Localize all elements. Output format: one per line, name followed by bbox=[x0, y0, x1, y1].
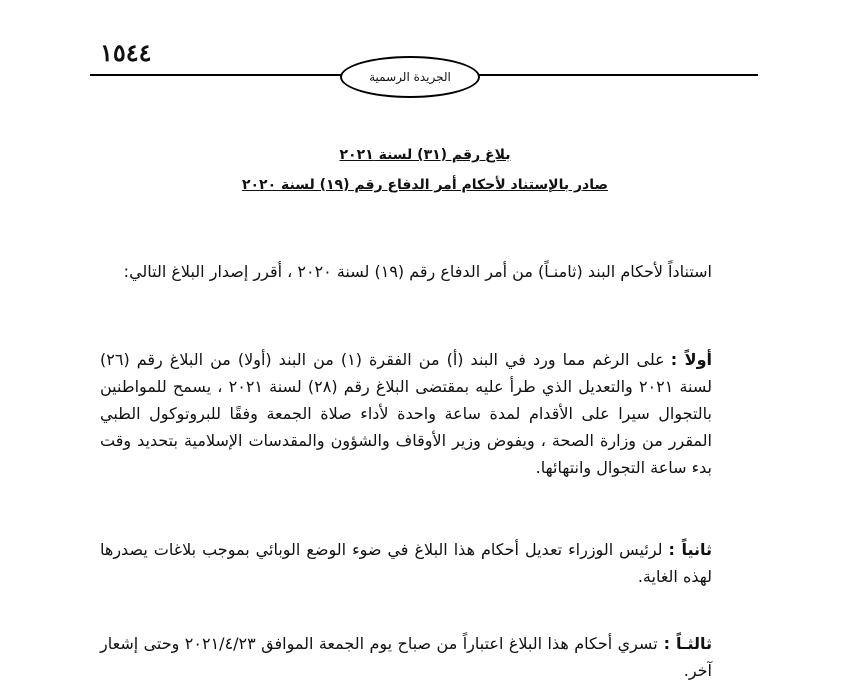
clause-label: ثانياً : bbox=[668, 540, 713, 559]
clause-first bbox=[100, 346, 712, 481]
clause-text: تسري أحكام هذا البلاغ اعتباراً من صباح يوم الجمعة الموافق ٢٠٢١/٤/٢٣ وحتى إشعار آخر. bbox=[100, 634, 712, 680]
title-line-2: صادر بالإستناد لأحكام أمر الدفاع رقم (١٩) لسنة ٢٠٢٠ bbox=[241, 177, 609, 193]
gazette-name-oval bbox=[340, 56, 480, 98]
clause-text: لرئيس الوزراء تعديل أحكام هذا البلاغ في ضوء الوضع الوبائي بموجب بلاغات يصدرها لهذه الغاية. bbox=[100, 540, 712, 586]
title-block bbox=[0, 140, 850, 200]
page-number: ١٥٤٤ bbox=[100, 38, 152, 67]
clause-second bbox=[100, 536, 712, 590]
clause-text: على الرغم مما ورد في البند (أ) من الفقرة (١) من البند (أولا) من البلاغ رقم (٢٦) لسنة ٢٠٢١ والتعديل الذي طرأ عليه بمقتضى البلاغ رقم (٢٨) لسنة ٢٠٢١ ، يسمح للمواطنين بالتجوال سيرا على الأقدام لمدة ساعة واحدة لأداء صلاة الجمعة وفقًا للبروتوكول الطبي المقرر من وزارة الصحة ، ويفوض وزير الأوقاف والشؤون والمقدسات الإسلامية بتحديد وقت بدء ساعة التجوال وانتهائها. bbox=[100, 350, 713, 477]
intro-paragraph: استناداً لأحكام البند (ثامنـاً) من أمر الدفاع رقم (١٩) لسنة ٢٠٢٠ ، أقرر إصدار البلاغ التالي: bbox=[123, 262, 712, 281]
title-line-1: بلاغ رقم (٣١) لسنة ٢٠٢١ bbox=[339, 147, 511, 163]
gazette-name: الجريدة الرسمية bbox=[369, 70, 451, 84]
clause-third bbox=[100, 630, 712, 684]
clause-label: ثالثـاً : bbox=[663, 634, 713, 653]
clause-label: أولاً : bbox=[670, 350, 713, 369]
